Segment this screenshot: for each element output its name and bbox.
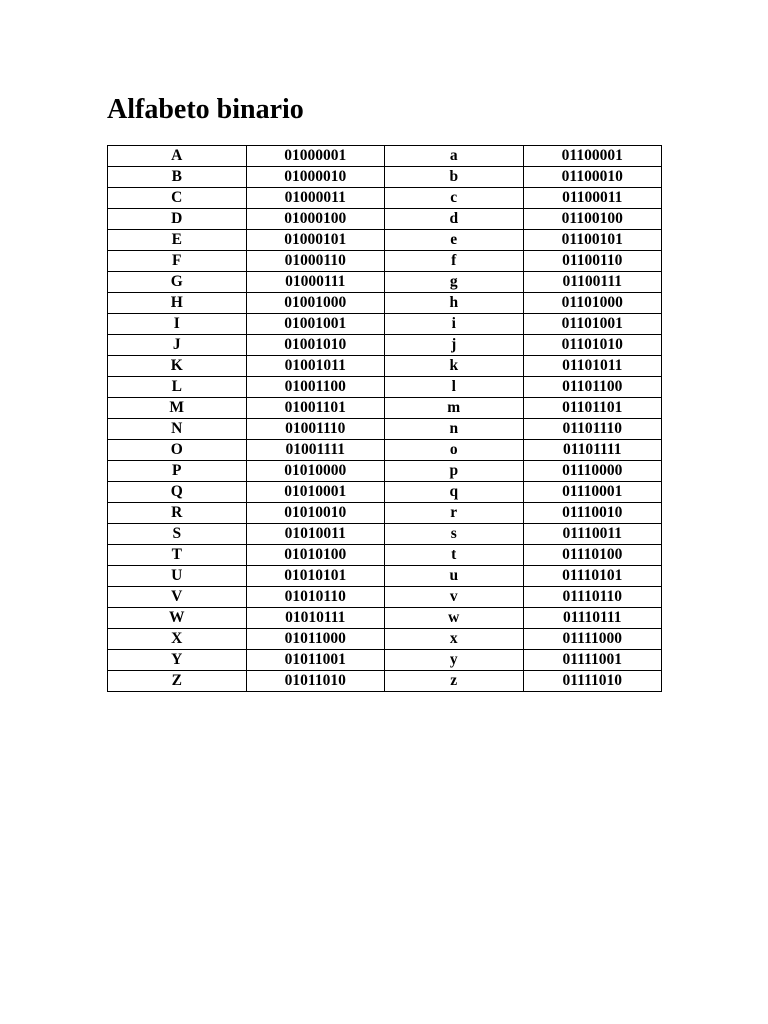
lowercase-binary-cell: 01110010 xyxy=(523,503,662,524)
uppercase-letter-cell: K xyxy=(108,356,247,377)
lowercase-letter-cell: j xyxy=(385,335,524,356)
lowercase-binary-cell: 01100111 xyxy=(523,272,662,293)
lowercase-binary-cell: 01110001 xyxy=(523,482,662,503)
table-row xyxy=(108,209,662,230)
uppercase-letter-cell: T xyxy=(108,545,247,566)
lowercase-letter-cell: n xyxy=(385,419,524,440)
uppercase-binary-cell: 01000001 xyxy=(246,146,385,167)
lowercase-letter-cell: z xyxy=(385,671,524,692)
lowercase-letter-cell: x xyxy=(385,629,524,650)
lowercase-letter-cell: d xyxy=(385,209,524,230)
table-row xyxy=(108,230,662,251)
uppercase-binary-cell: 01011000 xyxy=(246,629,385,650)
uppercase-binary-cell: 01001010 xyxy=(246,335,385,356)
uppercase-binary-cell: 01010000 xyxy=(246,461,385,482)
table-row xyxy=(108,650,662,671)
lowercase-letter-cell: t xyxy=(385,545,524,566)
uppercase-binary-cell: 01001101 xyxy=(246,398,385,419)
lowercase-letter-cell: k xyxy=(385,356,524,377)
lowercase-letter-cell: i xyxy=(385,314,524,335)
lowercase-binary-cell: 01111001 xyxy=(523,650,662,671)
lowercase-binary-cell: 01100100 xyxy=(523,209,662,230)
lowercase-binary-cell: 01101011 xyxy=(523,356,662,377)
table-row xyxy=(108,587,662,608)
lowercase-letter-cell: b xyxy=(385,167,524,188)
uppercase-binary-cell: 01010101 xyxy=(246,566,385,587)
uppercase-binary-cell: 01000111 xyxy=(246,272,385,293)
table-row xyxy=(108,356,662,377)
table-row xyxy=(108,314,662,335)
lowercase-binary-cell: 01101000 xyxy=(523,293,662,314)
lowercase-binary-cell: 01111000 xyxy=(523,629,662,650)
table-row xyxy=(108,440,662,461)
lowercase-letter-cell: h xyxy=(385,293,524,314)
uppercase-letter-cell: E xyxy=(108,230,247,251)
uppercase-binary-cell: 01001001 xyxy=(246,314,385,335)
uppercase-binary-cell: 01000010 xyxy=(246,167,385,188)
lowercase-letter-cell: p xyxy=(385,461,524,482)
uppercase-binary-cell: 01001111 xyxy=(246,440,385,461)
lowercase-binary-cell: 01101111 xyxy=(523,440,662,461)
lowercase-binary-cell: 01100010 xyxy=(523,167,662,188)
uppercase-letter-cell: U xyxy=(108,566,247,587)
table-row xyxy=(108,272,662,293)
lowercase-binary-cell: 01100101 xyxy=(523,230,662,251)
table-row xyxy=(108,167,662,188)
uppercase-binary-cell: 01011010 xyxy=(246,671,385,692)
lowercase-binary-cell: 01110100 xyxy=(523,545,662,566)
uppercase-binary-cell: 01010110 xyxy=(246,587,385,608)
uppercase-letter-cell: Z xyxy=(108,671,247,692)
table-row xyxy=(108,671,662,692)
uppercase-binary-cell: 01010011 xyxy=(246,524,385,545)
lowercase-letter-cell: v xyxy=(385,587,524,608)
binary-alphabet-table xyxy=(107,145,662,692)
lowercase-binary-cell: 01110111 xyxy=(523,608,662,629)
table-row xyxy=(108,146,662,167)
uppercase-letter-cell: Y xyxy=(108,650,247,671)
table-row xyxy=(108,566,662,587)
uppercase-binary-cell: 01000100 xyxy=(246,209,385,230)
uppercase-letter-cell: N xyxy=(108,419,247,440)
uppercase-binary-cell: 01010001 xyxy=(246,482,385,503)
lowercase-binary-cell: 01110101 xyxy=(523,566,662,587)
uppercase-binary-cell: 01000110 xyxy=(246,251,385,272)
uppercase-letter-cell: S xyxy=(108,524,247,545)
uppercase-letter-cell: F xyxy=(108,251,247,272)
lowercase-binary-cell: 01111010 xyxy=(523,671,662,692)
lowercase-binary-cell: 01101101 xyxy=(523,398,662,419)
table-row xyxy=(108,503,662,524)
lowercase-letter-cell: l xyxy=(385,377,524,398)
lowercase-binary-cell: 01101001 xyxy=(523,314,662,335)
uppercase-letter-cell: H xyxy=(108,293,247,314)
lowercase-binary-cell: 01101110 xyxy=(523,419,662,440)
uppercase-letter-cell: I xyxy=(108,314,247,335)
uppercase-binary-cell: 01001100 xyxy=(246,377,385,398)
uppercase-letter-cell: L xyxy=(108,377,247,398)
lowercase-letter-cell: q xyxy=(385,482,524,503)
uppercase-letter-cell: A xyxy=(108,146,247,167)
uppercase-binary-cell: 01010100 xyxy=(246,545,385,566)
uppercase-letter-cell: G xyxy=(108,272,247,293)
table-row xyxy=(108,608,662,629)
table-row xyxy=(108,545,662,566)
uppercase-binary-cell: 01000101 xyxy=(246,230,385,251)
table-row xyxy=(108,461,662,482)
uppercase-letter-cell: M xyxy=(108,398,247,419)
uppercase-binary-cell: 01010111 xyxy=(246,608,385,629)
table-row xyxy=(108,335,662,356)
lowercase-binary-cell: 01110000 xyxy=(523,461,662,482)
lowercase-letter-cell: y xyxy=(385,650,524,671)
lowercase-letter-cell: f xyxy=(385,251,524,272)
uppercase-binary-cell: 01001110 xyxy=(246,419,385,440)
table-row xyxy=(108,629,662,650)
lowercase-letter-cell: u xyxy=(385,566,524,587)
lowercase-letter-cell: a xyxy=(385,146,524,167)
lowercase-letter-cell: g xyxy=(385,272,524,293)
lowercase-binary-cell: 01110011 xyxy=(523,524,662,545)
lowercase-binary-cell: 01100001 xyxy=(523,146,662,167)
lowercase-binary-cell: 01101010 xyxy=(523,335,662,356)
uppercase-letter-cell: Q xyxy=(108,482,247,503)
table-row xyxy=(108,419,662,440)
table-row xyxy=(108,482,662,503)
lowercase-letter-cell: w xyxy=(385,608,524,629)
lowercase-letter-cell: e xyxy=(385,230,524,251)
uppercase-letter-cell: R xyxy=(108,503,247,524)
page-title: Alfabeto binario xyxy=(107,94,304,125)
table-row xyxy=(108,293,662,314)
uppercase-binary-cell: 01000011 xyxy=(246,188,385,209)
uppercase-letter-cell: C xyxy=(108,188,247,209)
uppercase-binary-cell: 01001000 xyxy=(246,293,385,314)
table-row xyxy=(108,251,662,272)
uppercase-letter-cell: D xyxy=(108,209,247,230)
uppercase-letter-cell: B xyxy=(108,167,247,188)
table-row xyxy=(108,524,662,545)
table-row xyxy=(108,188,662,209)
table-row xyxy=(108,377,662,398)
table-row xyxy=(108,398,662,419)
uppercase-letter-cell: X xyxy=(108,629,247,650)
lowercase-letter-cell: c xyxy=(385,188,524,209)
uppercase-binary-cell: 01011001 xyxy=(246,650,385,671)
lowercase-letter-cell: m xyxy=(385,398,524,419)
table-body xyxy=(108,146,662,692)
lowercase-binary-cell: 01110110 xyxy=(523,587,662,608)
lowercase-letter-cell: s xyxy=(385,524,524,545)
uppercase-letter-cell: V xyxy=(108,587,247,608)
lowercase-letter-cell: o xyxy=(385,440,524,461)
lowercase-letter-cell: r xyxy=(385,503,524,524)
uppercase-letter-cell: P xyxy=(108,461,247,482)
uppercase-binary-cell: 01001011 xyxy=(246,356,385,377)
uppercase-binary-cell: 01010010 xyxy=(246,503,385,524)
lowercase-binary-cell: 01100110 xyxy=(523,251,662,272)
uppercase-letter-cell: W xyxy=(108,608,247,629)
lowercase-binary-cell: 01101100 xyxy=(523,377,662,398)
lowercase-binary-cell: 01100011 xyxy=(523,188,662,209)
uppercase-letter-cell: J xyxy=(108,335,247,356)
uppercase-letter-cell: O xyxy=(108,440,247,461)
